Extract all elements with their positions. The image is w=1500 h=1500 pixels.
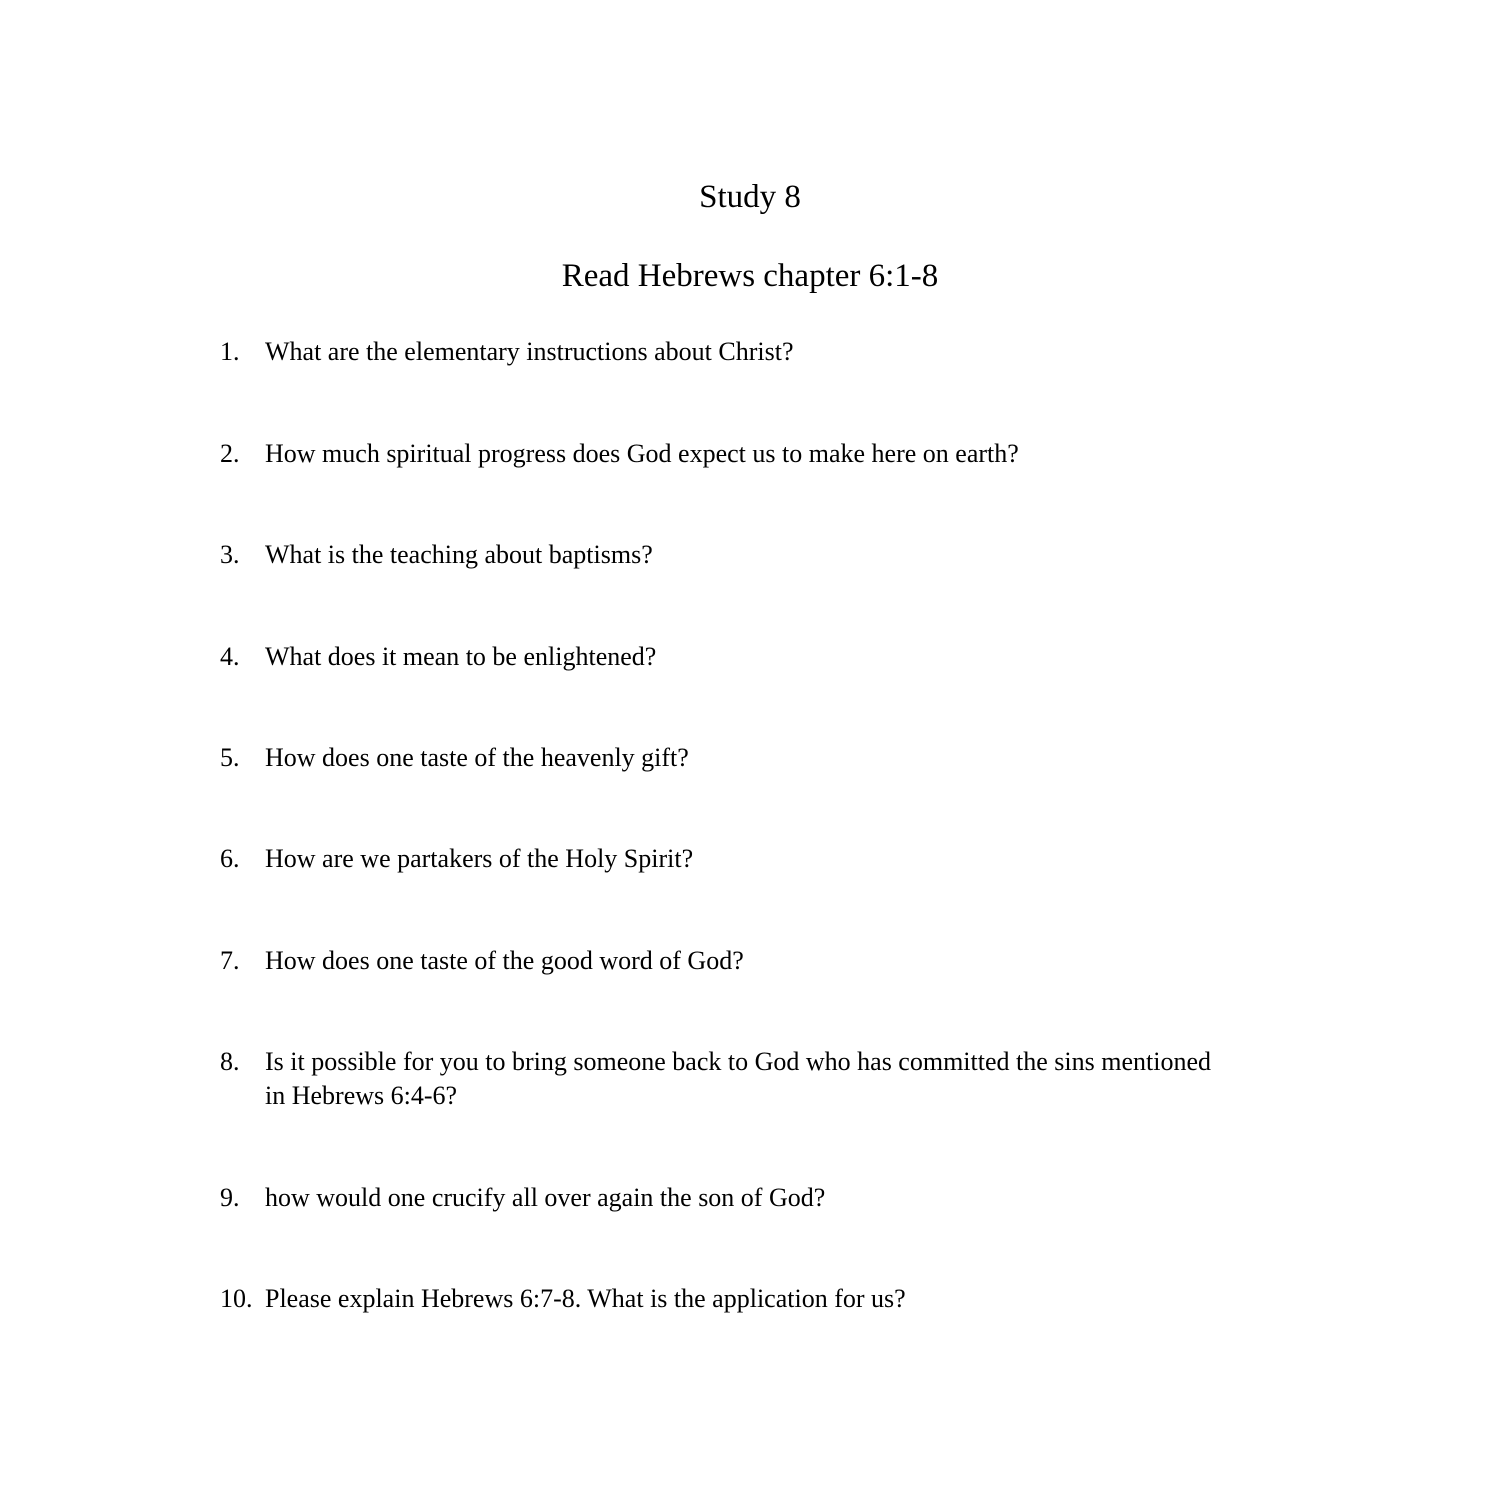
question-number: 2. bbox=[220, 439, 240, 468]
question-text: how would one crucify all over again the son of God? bbox=[265, 1183, 826, 1212]
question-number: 1. bbox=[220, 337, 240, 366]
question-text: Please explain Hebrews 6:7-8. What is the application for us? bbox=[265, 1284, 906, 1313]
question-text: How does one taste of the good word of God? bbox=[265, 946, 744, 975]
question-number: 3. bbox=[220, 540, 240, 569]
document-title: Study 8 bbox=[699, 179, 801, 215]
question-number: 9. bbox=[220, 1183, 240, 1212]
question-text: What does it mean to be enlightened? bbox=[265, 642, 657, 671]
question-number: 7. bbox=[220, 946, 240, 975]
question-number: 5. bbox=[220, 743, 240, 772]
question-text: What are the elementary instructions about Christ? bbox=[265, 337, 794, 366]
question-text: How are we partakers of the Holy Spirit? bbox=[265, 844, 694, 873]
question-number: 8. bbox=[220, 1047, 240, 1076]
question-number: 4. bbox=[220, 642, 240, 671]
document-subtitle: Read Hebrews chapter 6:1-8 bbox=[561, 258, 939, 294]
question-text: How much spiritual progress does God expect us to make here on earth? bbox=[265, 439, 1019, 468]
question-number: 6. bbox=[220, 844, 240, 873]
question-text: What is the teaching about baptisms? bbox=[265, 540, 653, 569]
question-text: How does one taste of the heavenly gift? bbox=[265, 743, 689, 772]
question-number: 10. bbox=[220, 1284, 253, 1313]
question-text: Is it possible for you to bring someone back to God who has committed the sins mentioned in Hebrews 6:4-6? bbox=[265, 1047, 1211, 1110]
